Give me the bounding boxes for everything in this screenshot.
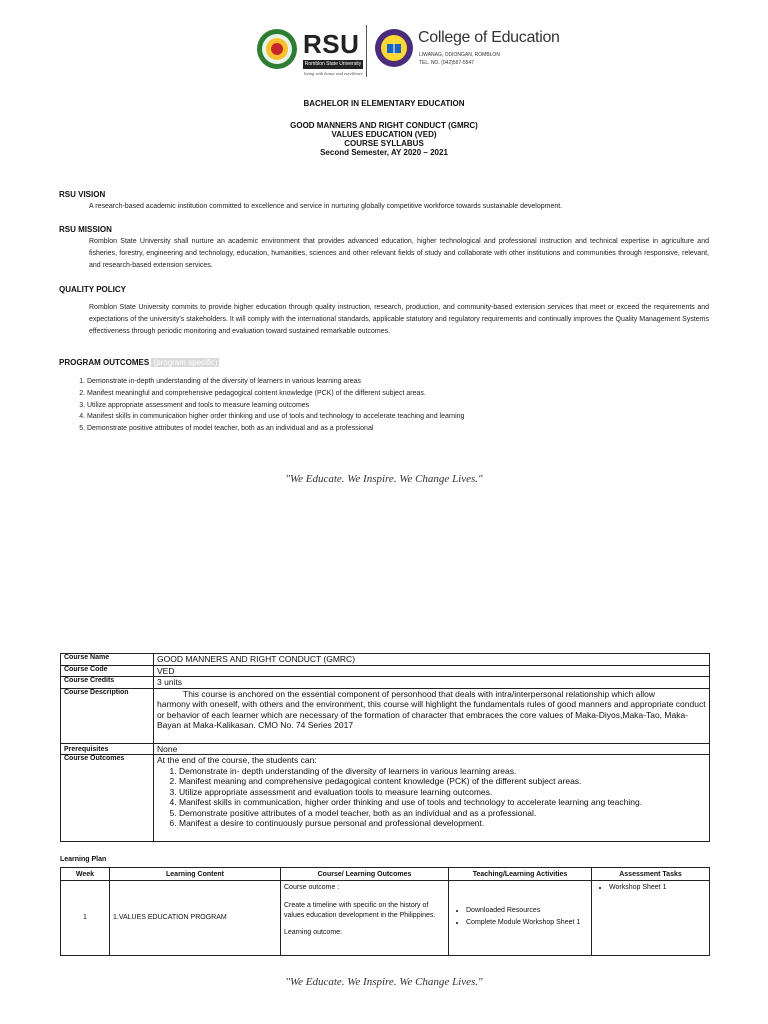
assessment-list <box>595 883 706 893</box>
list-item: 2. Manifest meaningful and comprehensive pedagogical content knowledge (PCK) of the different subject areas. <box>87 388 464 400</box>
table-header-row <box>61 868 710 881</box>
outcomes-cell <box>281 881 449 956</box>
column-header-activities: Teaching/Learning Activities <box>449 868 592 881</box>
course-description-label: Course Description <box>61 688 154 743</box>
activities-cell <box>449 881 592 956</box>
program-specific-tag: (program specific) <box>153 358 218 367</box>
quality-heading: QUALITY POLICY <box>59 285 126 294</box>
course-outcomes-value <box>154 755 710 842</box>
table-row <box>61 665 710 677</box>
course-description-value <box>154 688 710 743</box>
list-item: 6. Manifest a desire to continuously pursue personal and professional development. <box>179 818 706 829</box>
course-code-value: VED <box>154 665 710 677</box>
list-item: 3. Utilize appropriate assessment and evaluation tools to measure learning outcomes. <box>179 787 706 798</box>
program-outcomes-list <box>60 376 464 435</box>
list-item: 1. Demonstrate in- depth understanding of the diversity of learners in various learning areas. <box>179 766 706 777</box>
list-item: 5. Demonstrate positive attributes of model teacher, both as an individual and as a professional <box>87 423 464 435</box>
list-item: • Downloaded Resources <box>466 906 588 916</box>
rsu-fullname-bar <box>303 60 363 69</box>
rsu-fullname: Romblon State University <box>304 61 362 67</box>
quality-text: Romblon State University commits to provide higher education through quality instruction, research, production, and community-based extension services that meet or exceed the requirements and expectations of the university's stakeholders. It will comply with the international standards, applicable statutory and regulatory requirements and continually improves the Quality Management Systems effectiveness through periodic monitoring and evaluation toward sustained remarkable outcomes. <box>89 304 709 335</box>
course-name-label: Course Name <box>61 654 154 666</box>
vision-heading: RSU VISION <box>59 190 106 199</box>
learning-outcome-label: Learning outcome: <box>284 929 342 936</box>
column-header-week: Week <box>61 868 110 881</box>
course-outcomes-list <box>157 766 706 829</box>
course-outcome-label: Course outcome : <box>284 884 340 891</box>
learning-content-cell: 1.VALUES EDUCATION PROGRAM <box>110 881 281 956</box>
table-row <box>61 743 710 755</box>
table-row <box>61 654 710 666</box>
table-row <box>61 688 710 743</box>
rsu-acronym: RSU <box>303 29 360 59</box>
mission-text: Romblon State University shall nurture an academic environment that provides advanced education, higher technological and professional instruction and technical expertise in agriculture and fisheries, forestry, engineering and technology, education, humanities, sciences and other relevant fields of study and collaborate with other institutions and communities through responsive, relevant, and research-based extension services. <box>89 238 709 269</box>
list-item: 4. Manifest skills in communication, higher order thinking and use of tools and technology to accelerate learning ang teaching. <box>179 797 706 808</box>
course-credits-value: 3 units <box>154 677 710 689</box>
course-outcomes-intro: At the end of the course, the students can: <box>157 755 317 765</box>
list-item: 2. Manifest meaning and comprehensive pedagogical content knowledge (PCK) of the different subject areas. <box>179 776 706 787</box>
list-item: 4. Manifest skills in communication higher order thinking and use of tools and technology to accelerate teaching and learning <box>87 411 464 423</box>
prerequisites-label: Prerequisites <box>61 743 154 755</box>
column-header-assessment: Assessment Tasks <box>592 868 710 881</box>
document-type: COURSE SYLLABUS <box>344 139 424 148</box>
program-outcomes-heading <box>59 358 219 367</box>
course-description-first-line: This course is anchored on the essential component of personhood that deals with intra/interpersonal relationship which allow <box>183 688 656 699</box>
course-outcomes-label: Course Outcomes <box>61 755 154 842</box>
list-item: 3. Utilize appropriate assessment and tools to measure learning outcomes <box>87 400 464 412</box>
course-subtitle: VALUES EDUCATION (VED) <box>331 130 437 139</box>
semester: Second Semester, AY 2020 – 2021 <box>320 148 448 157</box>
college-name: College of Education <box>418 29 560 46</box>
assessment-cell <box>592 881 710 956</box>
course-info-table <box>60 653 710 842</box>
college-address: LIWANAG, ODIONGAN, ROMBLON <box>419 52 500 58</box>
week-cell: 1 <box>61 881 110 956</box>
header-divider <box>366 25 367 77</box>
table-row <box>61 677 710 689</box>
learning-plan-table <box>60 867 710 956</box>
list-item: • Workshop Sheet 1 <box>609 883 706 893</box>
course-credits-label: Course Credits <box>61 677 154 689</box>
prerequisites-value: None <box>154 743 710 755</box>
vision-text: A research-based academic institution committed to excellence and service in nurturing globally competitive workforce towards sustainable development. <box>89 203 563 210</box>
rsu-motto: living with honor and excellence <box>304 71 363 76</box>
column-header-learning-content: Learning Content <box>110 868 281 881</box>
course-description-rest: harmony with oneself, with others and the environment, this course will highlight the fundamentals rules of good manners and appropriate conduct or behavior of each learner which are necessary of the formation of character that embraces the core values of Maka-Diyos,Maka-Tao, Maka-Bayan at Maka-Kalikasan. CMO No. 74 Series 2017 <box>157 699 706 730</box>
list-item: 1. Demonstrate in-depth understanding of the diversity of learners in various learning areas <box>87 376 464 388</box>
learning-plan-title: Learning Plan <box>60 856 107 863</box>
list-item: 5. Demonstrate positive attributes of a model teacher, both as an individual and as a professional. <box>179 808 706 819</box>
footer-quote: "We Educate. We Inspire. We Change Lives." <box>285 473 483 485</box>
rsu-seal-logo <box>256 28 298 70</box>
document-header <box>0 18 768 82</box>
course-title: GOOD MANNERS AND RIGHT CONDUCT (GMRC) <box>290 121 478 130</box>
footer-quote-bottom: "We Educate. We Inspire. We Change Lives." <box>285 976 483 988</box>
college-telephone: TEL. NO. (042)567-5547 <box>419 60 475 66</box>
activities-list <box>452 906 588 928</box>
course-name-value: GOOD MANNERS AND RIGHT CONDUCT (GMRC) <box>154 654 710 666</box>
program-title: BACHELOR IN ELEMENTARY EDUCATION <box>303 99 465 108</box>
college-address-block <box>419 51 500 67</box>
list-item: • Complete Module Workshop Sheet 1 <box>466 918 588 928</box>
table-row <box>61 755 710 842</box>
table-row <box>61 881 710 956</box>
program-outcomes-title: PROGRAM OUTCOMES <box>59 358 150 367</box>
course-code-label: Course Code <box>61 665 154 677</box>
mission-heading: RSU MISSION <box>59 225 112 234</box>
college-seal-logo <box>374 28 414 68</box>
course-outcome-text: Create a timeline with specific on the history of values education development in the Philippines. <box>284 902 436 919</box>
column-header-outcomes: Course/ Learning Outcomes <box>281 868 449 881</box>
